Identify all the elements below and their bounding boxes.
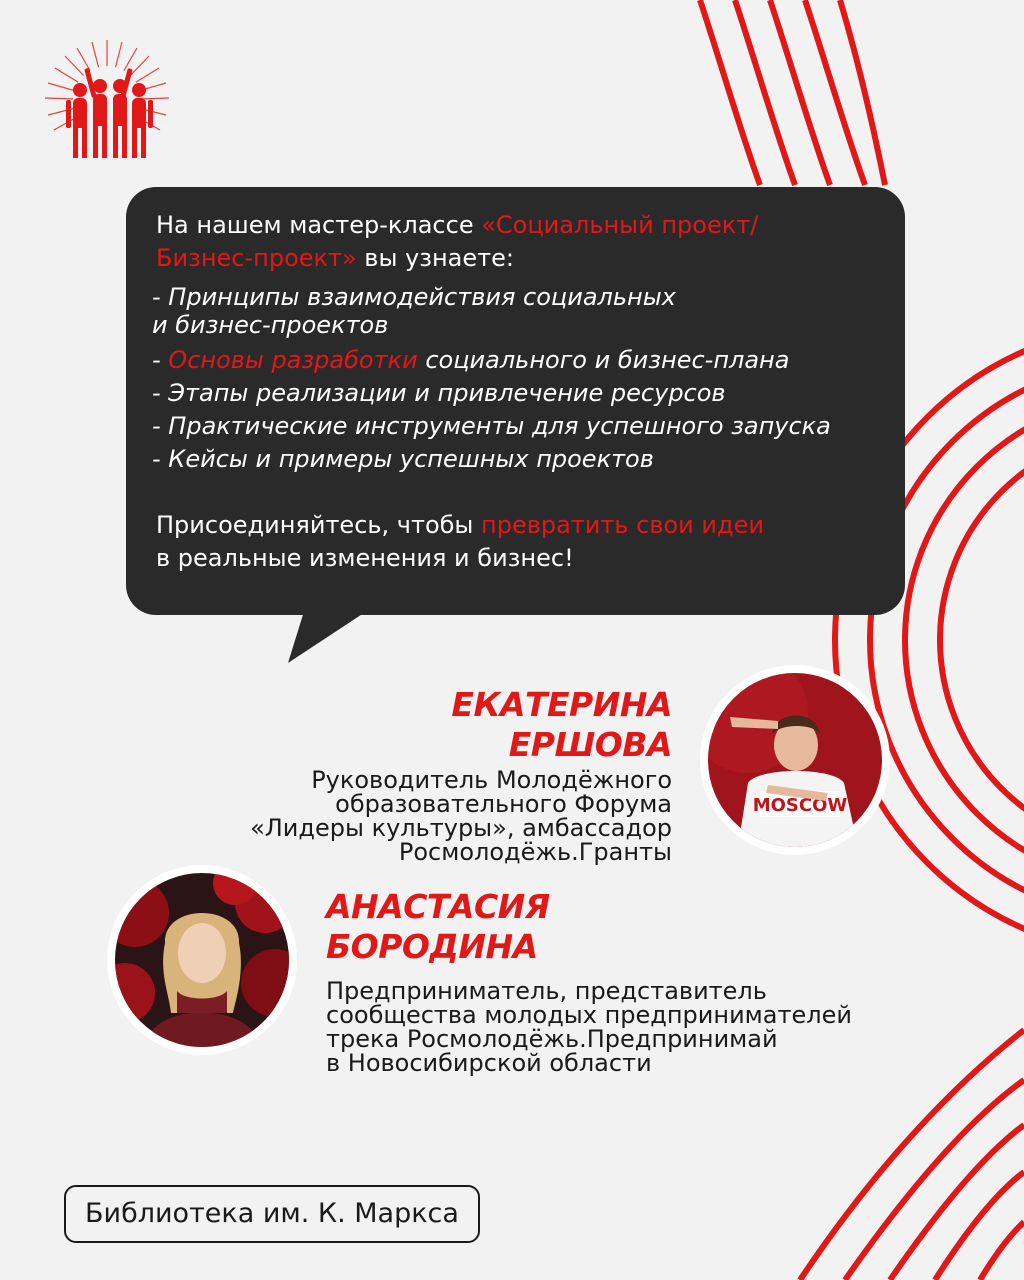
bubble-tail bbox=[286, 605, 376, 663]
course-title-part2: Бизнес-проект» bbox=[156, 244, 357, 272]
speaker-2-description: Предприниматель, представитель сообщества молодых предпринимателей трека Росмолодёжь.Предпринимай в Новосибирской области bbox=[326, 977, 852, 1077]
speaker-2-photo bbox=[107, 865, 297, 1055]
intro-text: На нашем мастер-классе «Социальный проект/ Бизнес-проект» вы узнаете: bbox=[156, 211, 759, 272]
library-label: Библиотека им. К. Маркса bbox=[64, 1185, 480, 1243]
list-item: - Кейсы и примеры успешных проектов bbox=[152, 445, 654, 473]
topics-list bbox=[152, 283, 885, 476]
course-title-part1: «Социальный проект/ bbox=[481, 211, 759, 239]
speaker-1-name: ЕКАТЕРИНА ЕРШОВА bbox=[451, 685, 672, 764]
list-item: - Практические инструменты для успешного запуска bbox=[152, 412, 831, 440]
list-item: - Основы разработки социального и бизнес-плана bbox=[152, 346, 790, 374]
speaker-1-description: Руководитель Молодёжного образовательного Форума «Лидеры культуры», амбассадор Росмолодёжь.Гранты bbox=[250, 766, 672, 866]
info-bubble bbox=[126, 187, 905, 615]
shirt-text: MOSCOW bbox=[752, 795, 848, 816]
speaker-1-photo bbox=[700, 665, 890, 855]
logo-people-icon bbox=[42, 38, 172, 164]
list-item: - Принципы взаимодействия социальных и бизнес-проектов bbox=[152, 283, 676, 339]
list-item: - Этапы реализации и привлечение ресурсов bbox=[152, 379, 726, 407]
speaker-2-name: АНАСТАСИЯ БОРОДИНА bbox=[326, 887, 550, 966]
outro-text: Присоединяйтесь, чтобы превратить свои идеи в реальные изменения и бизнес! bbox=[156, 511, 764, 572]
